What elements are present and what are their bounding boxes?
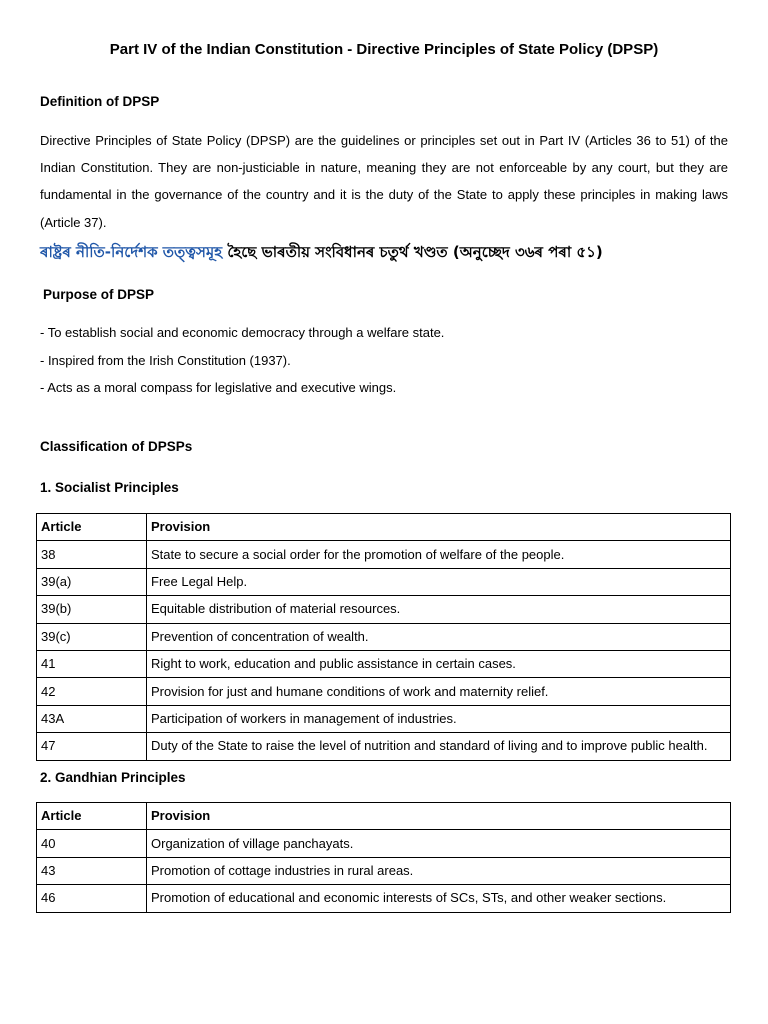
definition-heading: Definition of DPSP (40, 94, 160, 109)
provision-cell: Free Legal Help. (147, 568, 731, 595)
socialist-heading: 1. Socialist Principles (40, 480, 179, 495)
socialist-table (36, 513, 731, 761)
assamese-line (40, 240, 603, 264)
table-row (37, 885, 731, 912)
provision-cell: Organization of village panchayats. (147, 830, 731, 857)
provision-cell: Provision for just and humane conditions of work and maternity relief. (147, 678, 731, 705)
column-header-article: Article (37, 514, 147, 541)
article-cell: 43A (37, 705, 147, 732)
article-cell: 38 (37, 541, 147, 568)
table-row (37, 705, 731, 732)
article-cell: 40 (37, 830, 147, 857)
table-row (37, 650, 731, 677)
table-row (37, 568, 731, 595)
table-row (37, 623, 731, 650)
provision-cell: Duty of the State to raise the level of nutrition and standard of living and to improve public health. (147, 733, 731, 760)
table-row (37, 830, 731, 857)
definition-paragraph: Directive Principles of State Policy (DPSP) are the guidelines or principles set out in Part IV (Articles 36 to 51) of the Indian Constitution. They are non-justiciable in nature, meaning they are not enforceable by any court, but they are fundamental in the governance of the country and it is the duty of the State to apply these principles in making laws (Article 37). (40, 133, 728, 230)
provision-cell: Participation of workers in management of industries. (147, 705, 731, 732)
article-cell: 43 (37, 857, 147, 884)
article-cell: 41 (37, 650, 147, 677)
article-cell: 39(b) (37, 596, 147, 623)
table-header-row (37, 803, 731, 830)
classification-heading: Classification of DPSPs (40, 439, 193, 454)
document-title: Part IV of the Indian Constitution - Directive Principles of State Policy (DPSP) (109, 41, 659, 58)
table-row (37, 596, 731, 623)
article-cell: 42 (37, 678, 147, 705)
provision-cell: State to secure a social order for the promotion of welfare of the people. (147, 541, 731, 568)
table-row (37, 733, 731, 760)
column-header-article: Article (37, 803, 147, 830)
assamese-rest: হৈছে ভাৰতীয় সংবিধানৰ চতুৰ্থ খণ্ডত (অনুচ্ছেদ ৩৬ৰ পৰা ৫১) (222, 243, 603, 261)
purpose-heading: Purpose of DPSP (43, 287, 155, 302)
gandhian-heading: 2. Gandhian Principles (40, 770, 186, 785)
provision-cell: Promotion of educational and economic interests of SCs, STs, and other weaker sections. (147, 885, 731, 912)
article-cell: 47 (37, 733, 147, 760)
table-header-row (37, 514, 731, 541)
assamese-highlight: ৰাষ্ট্ৰৰ নীতি-নিৰ্দেশক তত্ত্বসমূহ (40, 243, 223, 261)
article-cell: 39(a) (37, 568, 147, 595)
provision-cell: Promotion of cottage industries in rural areas. (147, 857, 731, 884)
column-header-provision: Provision (147, 514, 731, 541)
purpose-item-2: - Inspired from the Irish Constitution (1937). (40, 353, 291, 368)
purpose-item-1: - To establish social and economic democracy through a welfare state. (40, 325, 445, 340)
gandhian-table (36, 802, 731, 913)
table-row (37, 857, 731, 884)
table-row (37, 541, 731, 568)
purpose-item-3: - Acts as a moral compass for legislative and executive wings. (40, 380, 397, 395)
article-cell: 46 (37, 885, 147, 912)
article-cell: 39(c) (37, 623, 147, 650)
provision-cell: Prevention of concentration of wealth. (147, 623, 731, 650)
provision-cell: Equitable distribution of material resources. (147, 596, 731, 623)
column-header-provision: Provision (147, 803, 731, 830)
provision-cell: Right to work, education and public assistance in certain cases. (147, 650, 731, 677)
table-row (37, 678, 731, 705)
